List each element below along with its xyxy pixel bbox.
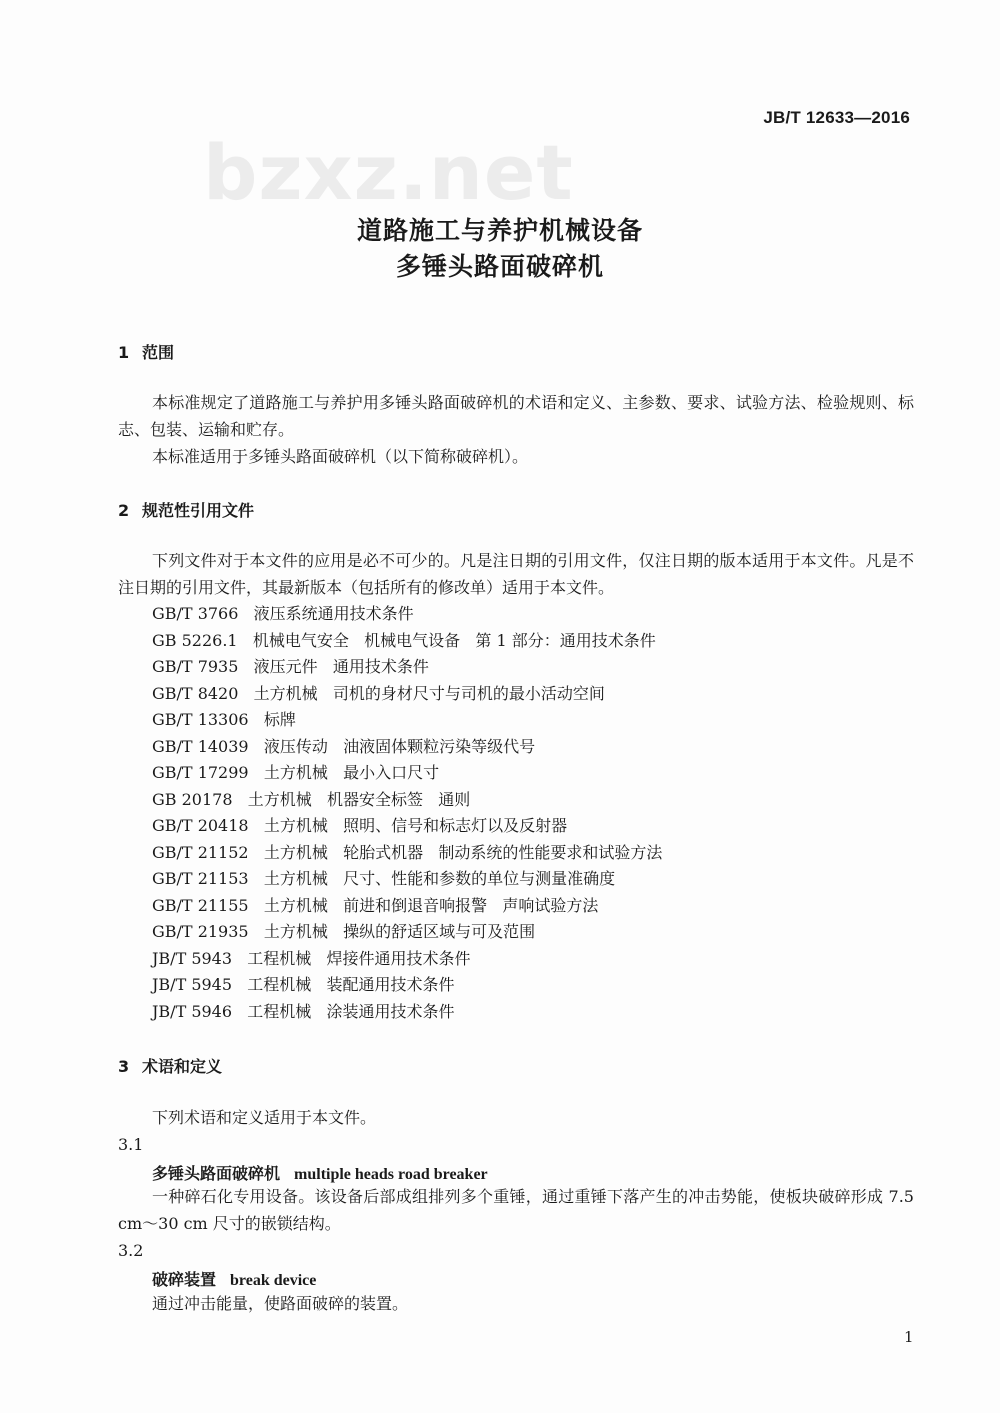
title-line-1: 道路施工与养护机械设备 bbox=[356, 216, 643, 245]
reference-item: JB/T 5946 工程机械 涂装通用技术条件 bbox=[152, 1001, 455, 1021]
term-english: multiple heads road breaker bbox=[294, 1166, 488, 1183]
section-2-heading bbox=[118, 498, 254, 521]
term-definition: 一种碎石化专用设备。该设备后部成组排列多个重锤，通过重锤下落产生的冲击势能，使板块破碎形成 7.5 cm～30 cm 尺寸的嵌锁结构。 bbox=[118, 1187, 914, 1233]
normative-references-list bbox=[152, 601, 662, 1025]
section-1-heading bbox=[118, 340, 174, 363]
reference-item: GB/T 21152 土方机械 轮胎式机器 制动系统的性能要求和试验方法 bbox=[152, 842, 663, 862]
term-english: break device bbox=[230, 1272, 317, 1289]
reference-item: JB/T 5945 工程机械 装配通用技术条件 bbox=[152, 975, 455, 994]
section-2-intro: 下列文件对于本文件的应用是必不可少的。凡是注日期的引用文件，仅注日期的版本适用于本文件。凡是不注日期的引用文件，其最新版本（包括所有的修改单）适用于本文件。 bbox=[118, 551, 914, 597]
section-number: 1 bbox=[118, 343, 130, 362]
section-number: 2 bbox=[118, 501, 130, 520]
reference-item: GB/T 17299 土方机械 最小入口尺寸 bbox=[152, 763, 440, 782]
reference-item: GB/T 14039 液压传动 油液固体颗粒污染等级代号 bbox=[152, 736, 536, 756]
section-title: 范围 bbox=[142, 343, 175, 362]
title-line-2: 多锤头路面破碎机 bbox=[395, 252, 604, 281]
term-number: 3.1 bbox=[118, 1135, 144, 1154]
term-number: 3.2 bbox=[118, 1241, 144, 1260]
standard-number: JB/T 12633—2016 bbox=[763, 108, 910, 127]
term-definition: 通过冲击能量，使路面破碎的装置。 bbox=[152, 1294, 409, 1313]
term-chinese: 破碎装置 bbox=[152, 1270, 217, 1289]
document-title bbox=[0, 213, 1000, 285]
reference-item: GB 20178 土方机械 机器安全标签 通则 bbox=[152, 789, 471, 809]
reference-item: GB/T 3766 液压系统通用技术条件 bbox=[152, 604, 414, 623]
reference-item: GB 5226.1 机械电气安全 机械电气设备 第 1 部分：通用技术条件 bbox=[152, 630, 656, 650]
reference-item: GB/T 21155 土方机械 前进和倒退音响报警 声响试验方法 bbox=[152, 895, 599, 915]
section-number: 3 bbox=[118, 1057, 130, 1076]
term-title bbox=[152, 1267, 316, 1290]
reference-item: GB/T 20418 土方机械 照明、信号和标志灯以及反射器 bbox=[152, 816, 568, 835]
section-3-intro: 下列术语和定义适用于本文件。 bbox=[152, 1108, 377, 1127]
reference-item: GB/T 21153 土方机械 尺寸、性能和参数的单位与测量准确度 bbox=[152, 869, 616, 888]
section-1-paragraph-1: 本标准规定了道路施工与养护用多锤头路面破碎机的术语和定义、主参数、要求、试验方法、检验规则、标志、包装、运输和贮存。 bbox=[118, 393, 914, 439]
reference-item: GB/T 21935 土方机械 操纵的舒适区域与可及范围 bbox=[152, 922, 536, 941]
reference-item: GB/T 13306 标牌 bbox=[152, 710, 296, 729]
section-3-heading bbox=[118, 1054, 222, 1077]
section-1-paragraph-2: 本标准适用于多锤头路面破碎机（以下简称破碎机）。 bbox=[152, 447, 529, 466]
page-number: 1 bbox=[904, 1328, 914, 1346]
watermark: bzxz.net bbox=[203, 128, 574, 217]
term-chinese: 多锤头路面破碎机 bbox=[152, 1164, 281, 1183]
reference-item: GB/T 8420 土方机械 司机的身材尺寸与司机的最小活动空间 bbox=[152, 683, 605, 703]
section-title: 术语和定义 bbox=[142, 1057, 223, 1076]
term-title bbox=[152, 1161, 488, 1184]
reference-item: GB/T 7935 液压元件 通用技术条件 bbox=[152, 657, 429, 676]
reference-item: JB/T 5943 工程机械 焊接件通用技术条件 bbox=[152, 948, 471, 968]
section-title: 规范性引用文件 bbox=[142, 501, 255, 520]
